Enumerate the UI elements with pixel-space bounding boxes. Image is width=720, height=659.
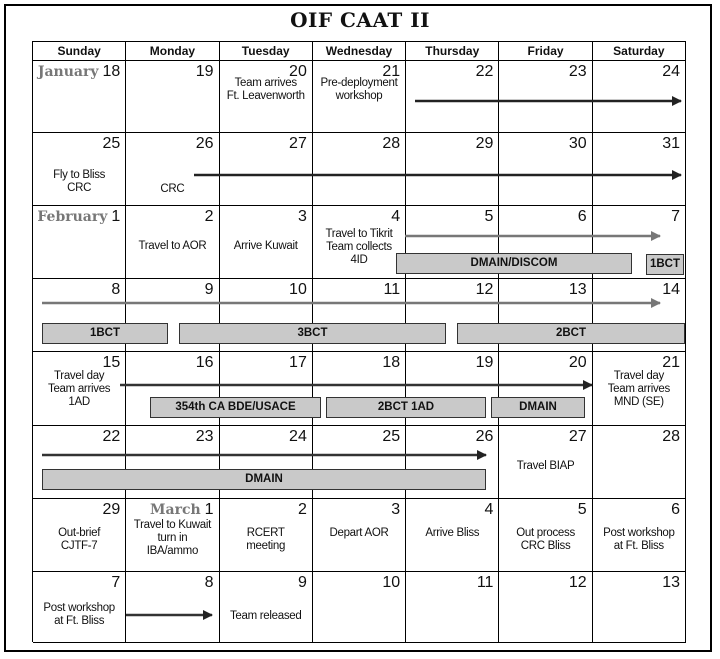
day-number bbox=[476, 135, 494, 153]
day-number bbox=[37, 208, 120, 226]
day-number-value: 28 bbox=[382, 135, 401, 152]
day-number-value: 16 bbox=[195, 354, 214, 371]
day-number bbox=[662, 135, 680, 153]
day-number-value: 19 bbox=[195, 63, 214, 80]
day-number-value: 14 bbox=[662, 281, 680, 298]
bar-2bct-1ad: 2BCT 1AD bbox=[326, 397, 486, 418]
day-cell bbox=[33, 572, 126, 643]
day-number bbox=[391, 208, 400, 226]
day-number-value: 5 bbox=[577, 501, 587, 518]
day-number bbox=[569, 281, 587, 299]
day-number-value: 10 bbox=[382, 574, 401, 591]
bar-3bct: 3BCT bbox=[179, 323, 446, 344]
weekday-header: Friday bbox=[499, 42, 592, 61]
day-cell bbox=[593, 499, 686, 572]
day-number bbox=[382, 428, 400, 446]
day-cell bbox=[406, 61, 499, 133]
day-event-note: RCERT meeting bbox=[246, 527, 286, 552]
day-number bbox=[485, 208, 494, 226]
day-number bbox=[102, 135, 120, 153]
day-number-value: 26 bbox=[475, 428, 494, 445]
day-number bbox=[205, 208, 214, 226]
day-number-value: 8 bbox=[111, 281, 121, 298]
day-number bbox=[671, 208, 680, 226]
day-number-value: 18 bbox=[102, 63, 121, 80]
day-event-note: Out-brief CJTF-7 bbox=[58, 527, 101, 552]
day-number-value: 3 bbox=[297, 208, 307, 225]
day-cell bbox=[313, 572, 406, 643]
day-cell bbox=[220, 572, 313, 643]
day-number bbox=[38, 63, 120, 81]
day-cell bbox=[406, 572, 499, 643]
day-number-value: 2 bbox=[204, 208, 214, 225]
day-event-note: Pre-deployment workshop bbox=[320, 77, 398, 102]
day-number-value: 31 bbox=[662, 135, 680, 152]
day-number-value: 21 bbox=[662, 354, 680, 371]
day-number bbox=[485, 501, 494, 519]
day-cell bbox=[499, 426, 592, 499]
day-number bbox=[578, 501, 587, 519]
day-cell bbox=[220, 133, 313, 206]
day-number-value: 29 bbox=[102, 501, 121, 518]
weekday-header: Tuesday bbox=[220, 42, 313, 61]
bar-dmain-week6: DMAIN bbox=[42, 469, 486, 490]
day-cell bbox=[406, 499, 499, 572]
day-number-value: 5 bbox=[484, 208, 494, 225]
day-number bbox=[569, 135, 587, 153]
bar-1bct-week4: 1BCT bbox=[42, 323, 168, 344]
day-number bbox=[111, 281, 120, 299]
day-cell bbox=[593, 352, 686, 426]
day-number bbox=[205, 574, 214, 592]
day-event-note: Travel to AOR bbox=[138, 240, 207, 252]
day-number bbox=[298, 574, 307, 592]
day-number-value: 1 bbox=[111, 208, 121, 225]
day-number bbox=[289, 428, 307, 446]
day-number-value: 23 bbox=[568, 63, 587, 80]
day-number-value: 15 bbox=[102, 354, 121, 371]
day-number-value: 28 bbox=[662, 428, 680, 445]
day-number bbox=[662, 428, 680, 446]
day-cell bbox=[313, 133, 406, 206]
day-number-value: 22 bbox=[475, 63, 494, 80]
day-cell bbox=[126, 499, 219, 572]
day-number bbox=[662, 574, 680, 592]
day-number-value: 8 bbox=[204, 574, 214, 591]
day-event-note: Fly to Bliss CRC bbox=[53, 169, 106, 194]
day-number bbox=[476, 63, 494, 81]
day-event-note: Depart AOR bbox=[329, 527, 389, 539]
day-number-value: 23 bbox=[195, 428, 214, 445]
day-event-note: CRC bbox=[160, 183, 185, 195]
day-number bbox=[569, 574, 587, 592]
day-number-value: 11 bbox=[476, 574, 494, 591]
day-number-value: 7 bbox=[111, 574, 121, 591]
day-cell bbox=[126, 61, 219, 133]
day-number bbox=[578, 208, 587, 226]
day-number-value: 7 bbox=[671, 208, 680, 225]
day-number bbox=[298, 501, 307, 519]
day-number-value: 6 bbox=[577, 208, 587, 225]
day-event-note: Travel BIAP bbox=[516, 460, 575, 472]
day-number bbox=[662, 281, 680, 299]
day-cell bbox=[220, 61, 313, 133]
day-number-value: 24 bbox=[289, 428, 307, 445]
day-number bbox=[569, 354, 587, 372]
day-number bbox=[476, 281, 494, 299]
day-number-value: 21 bbox=[382, 63, 401, 80]
bar-1bct-week3: 1BCT bbox=[646, 254, 684, 275]
day-number bbox=[196, 428, 214, 446]
day-event-note: Arrive Bliss bbox=[425, 527, 480, 539]
month-label: January bbox=[37, 64, 99, 80]
day-number-value: 25 bbox=[382, 428, 401, 445]
weekday-header: Sunday bbox=[33, 42, 126, 61]
day-number-value: 9 bbox=[204, 281, 214, 298]
day-number-value: 20 bbox=[568, 354, 587, 371]
day-number-value: 26 bbox=[195, 135, 214, 152]
day-cell bbox=[499, 133, 592, 206]
day-event-note: Post workshop at Ft. Bliss bbox=[43, 602, 115, 627]
day-number-value: 6 bbox=[671, 501, 680, 518]
day-event-note: Travel to Tikrit Team collects 4ID bbox=[325, 228, 393, 266]
day-cell bbox=[593, 426, 686, 499]
day-number bbox=[662, 63, 680, 81]
day-cell bbox=[406, 133, 499, 206]
weekday-header: Wednesday bbox=[313, 42, 406, 61]
day-number bbox=[569, 428, 587, 446]
month-label: February bbox=[37, 209, 108, 225]
day-number bbox=[289, 135, 307, 153]
day-number-value: 22 bbox=[102, 428, 121, 445]
day-cell bbox=[126, 572, 219, 643]
calendar-title: OIF CAAT II bbox=[290, 8, 430, 32]
day-number-value: 27 bbox=[289, 135, 307, 152]
day-number-value: 30 bbox=[568, 135, 587, 152]
day-cell bbox=[220, 499, 313, 572]
day-number-value: 17 bbox=[289, 354, 307, 371]
day-cell bbox=[499, 499, 592, 572]
day-cell bbox=[126, 206, 219, 279]
day-event-note: Out process CRC Bliss bbox=[516, 527, 575, 552]
day-number-value: 20 bbox=[289, 63, 307, 80]
day-number-value: 11 bbox=[383, 281, 401, 298]
day-number bbox=[289, 354, 307, 372]
day-cell bbox=[33, 352, 126, 426]
day-number-value: 3 bbox=[391, 501, 401, 518]
day-number bbox=[102, 428, 120, 446]
day-number-value: 12 bbox=[475, 281, 494, 298]
day-event-note: Team arrives Ft. Leavenworth bbox=[226, 77, 305, 102]
day-number-value: 25 bbox=[102, 135, 121, 152]
day-number bbox=[205, 281, 214, 299]
day-cell bbox=[126, 133, 219, 206]
day-number bbox=[289, 281, 307, 299]
day-event-note: Post workshop at Ft. Bliss bbox=[603, 527, 675, 552]
day-number bbox=[196, 63, 214, 81]
day-number-value: 12 bbox=[568, 574, 587, 591]
day-event-note: Travel to Kuwait turn in IBA/ammo bbox=[133, 519, 212, 557]
day-number bbox=[111, 574, 120, 592]
day-number-value: 10 bbox=[289, 281, 307, 298]
bar-dmain-discom: DMAIN/DISCOM bbox=[396, 253, 632, 274]
day-number bbox=[476, 354, 494, 372]
day-cell bbox=[313, 206, 406, 279]
day-cell bbox=[593, 61, 686, 133]
day-number bbox=[671, 501, 680, 519]
day-number bbox=[476, 428, 494, 446]
day-cell bbox=[33, 133, 126, 206]
bar-dmain-week5: DMAIN bbox=[491, 397, 585, 418]
weekday-header: Monday bbox=[126, 42, 219, 61]
weekday-header: Saturday bbox=[593, 42, 686, 61]
day-event-note: Team released bbox=[229, 610, 302, 622]
day-number bbox=[384, 281, 401, 299]
day-event-note: Travel day Team arrives 1AD bbox=[48, 370, 111, 408]
day-number-value: 27 bbox=[568, 428, 587, 445]
month-label: March bbox=[150, 502, 201, 518]
day-event-note: Travel day Team arrives MND (SE) bbox=[607, 370, 670, 408]
day-cell bbox=[313, 61, 406, 133]
day-number bbox=[382, 574, 400, 592]
day-event-note: Arrive Kuwait bbox=[233, 240, 298, 252]
day-cell bbox=[33, 61, 126, 133]
day-number-value: 9 bbox=[297, 574, 307, 591]
day-cell bbox=[593, 133, 686, 206]
day-number bbox=[569, 63, 587, 81]
day-cell bbox=[593, 572, 686, 643]
day-cell bbox=[499, 61, 592, 133]
day-cell bbox=[33, 499, 126, 572]
day-number-value: 24 bbox=[662, 63, 680, 80]
day-number-value: 29 bbox=[475, 135, 494, 152]
day-number-value: 4 bbox=[391, 208, 401, 225]
day-number-value: 4 bbox=[484, 501, 494, 518]
day-number bbox=[477, 574, 494, 592]
day-number-value: 19 bbox=[475, 354, 494, 371]
day-number bbox=[102, 501, 120, 519]
day-number-value: 13 bbox=[662, 574, 680, 591]
day-cell bbox=[499, 572, 592, 643]
day-number-value: 18 bbox=[382, 354, 401, 371]
day-number bbox=[391, 501, 400, 519]
bar-2bct: 2BCT bbox=[457, 323, 685, 344]
day-number bbox=[196, 135, 214, 153]
day-cell bbox=[33, 206, 126, 279]
day-number bbox=[150, 501, 214, 519]
day-number bbox=[382, 135, 400, 153]
day-number-value: 2 bbox=[297, 501, 307, 518]
weekday-header: Thursday bbox=[406, 42, 499, 61]
day-number bbox=[196, 354, 214, 372]
day-number-value: 1 bbox=[204, 501, 214, 518]
day-cell bbox=[313, 499, 406, 572]
day-cell bbox=[220, 206, 313, 279]
day-number bbox=[382, 354, 400, 372]
bar-354th-ca-bde: 354th CA BDE/USACE bbox=[150, 397, 321, 418]
day-number-value: 13 bbox=[568, 281, 587, 298]
day-number bbox=[298, 208, 307, 226]
